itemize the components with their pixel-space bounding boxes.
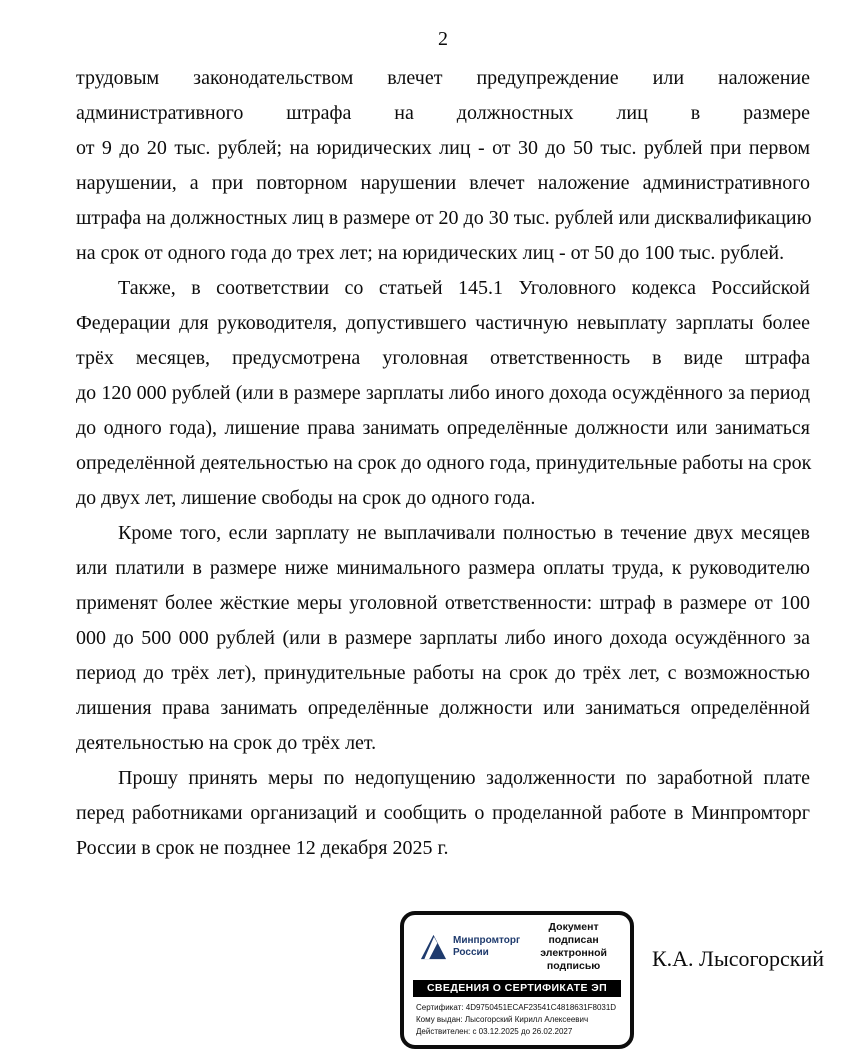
stamp-org-line1: Минпромторг — [453, 935, 521, 947]
text-line: на срок от одного года до трех лет; на юридических лиц - от 50 до 100 тыс. рублей. — [76, 242, 785, 264]
text-line: Прошу принять меры по недопущению задолженности по заработной плате — [118, 767, 810, 789]
text-line: применят более жёсткие меры уголовной ответственности: штраф в размере от 100 — [76, 592, 810, 614]
stamp-certificate-number: Сертификат: 4D9750451ECAF23541C4818631F8031D — [416, 1002, 617, 1012]
text-line: штрафа на должностных лиц в размере от 20 до 30 тыс. рублей или дисквалификацию — [76, 207, 812, 229]
text-line: до 120 000 рублей (или в размере зарплаты либо иного дохода осуждённого за период — [76, 382, 810, 404]
document-body — [76, 61, 810, 866]
text-line: лишения права занимать определённые должности или заниматься определённой — [76, 697, 810, 719]
stamp-org-line2: России — [453, 947, 489, 959]
text-line: деятельностью на срок до трёх лет. — [76, 732, 377, 754]
signatory-name: К.А. Лысогорский — [652, 946, 825, 971]
text-line: Кроме того, если зарплату не выплачивали полностью в течение двух месяцев — [118, 522, 810, 544]
text-line: период до трёх лет), принудительные работы на срок до трёх лет, с возможностью — [76, 662, 810, 684]
text-line: административного штрафа на должностных лиц в размере — [76, 102, 810, 124]
text-line: Также, в соответствии со статьей 145.1 Уголовного кодекса Российской — [118, 277, 810, 299]
text-line: определённой деятельностью на срок до одного года, принудительные работы на срок — [76, 452, 812, 474]
stamp-details — [413, 1002, 621, 1038]
stamp-header — [413, 921, 621, 974]
text-line: трёх месяцев, предусмотрена уголовная ответственность в виде штрафа — [76, 347, 810, 369]
stamp-signed-text: Документ подписан электронной подписью — [540, 921, 607, 973]
page-number: 2 — [438, 28, 448, 50]
text-line: Федерации для руководителя, допустившего частичную невыплату зарплаты более — [76, 312, 810, 334]
text-line: 000 до 500 000 рублей (или в размере зарплаты либо иного дохода осуждённого за — [76, 627, 810, 649]
text-line: трудовым законодательством влечет предупреждение или наложение — [76, 67, 810, 89]
text-line: России в срок не позднее 12 декабря 2025 г. — [76, 837, 449, 859]
signature-stamp — [400, 911, 634, 1049]
text-line: до двух лет, лишение свободы на срок до одного года. — [76, 487, 536, 509]
stamp-certificate-bar: СВЕДЕНИЯ О СЕРТИФИКАТЕ ЭП — [413, 980, 621, 997]
minpromtorg-logo-icon — [419, 933, 448, 962]
stamp-org-name — [453, 935, 520, 959]
text-line: или платили в размере ниже минимального размера оплаты труда, к руководителю — [76, 557, 810, 579]
text-line: от 9 до 20 тыс. рублей; на юридических лиц - от 30 до 50 тыс. рублей при первом — [76, 137, 810, 159]
text-line: нарушении, а при повторном нарушении влечет наложение административного — [76, 172, 810, 194]
text-line: перед работниками организаций и сообщить о проделанной работе в Минпромторг — [76, 802, 810, 824]
stamp-validity: Действителен: с 03.12.2025 до 26.02.2027 — [416, 1026, 573, 1036]
stamp-issued-to: Кому выдан: Лысогорский Кирилл Алексеевич — [416, 1014, 589, 1024]
text-line: до одного года), лишение права занимать определённые должности или заниматься — [76, 417, 810, 439]
